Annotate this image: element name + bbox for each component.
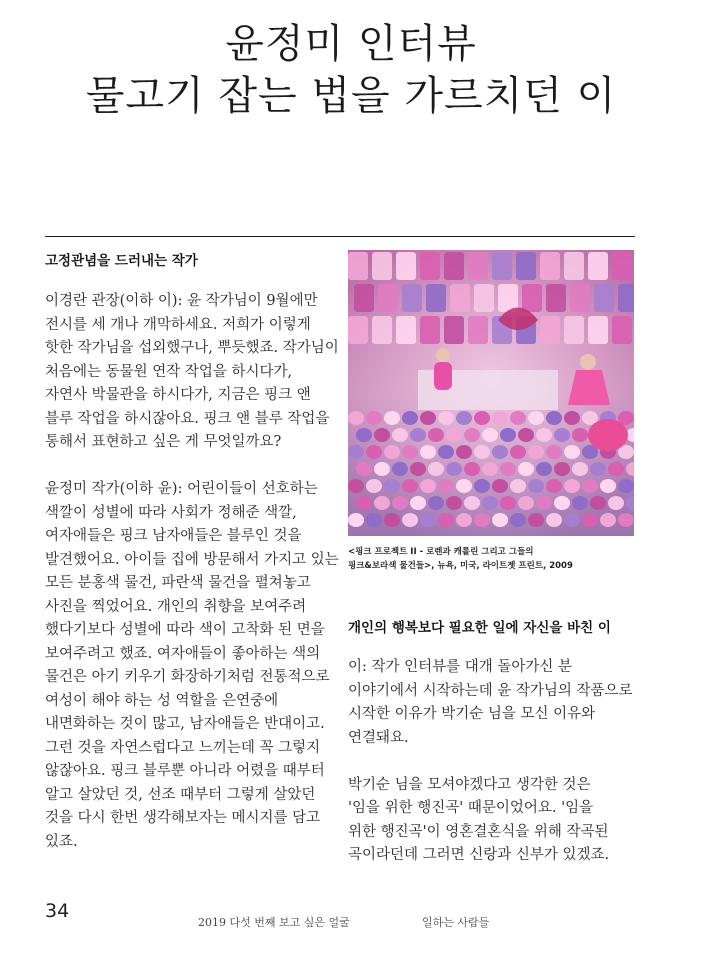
photo-pink-project (348, 250, 634, 536)
body-text-line: 알고 살았던 것, 선조 때부터 그렇게 살았던 (45, 786, 316, 803)
section2-heading: 개인의 행복보다 필요한 일에 자신을 바친 이 (348, 620, 611, 636)
title-line-1: 윤정미 인터뷰 (225, 21, 477, 67)
body-text-line: '임을 위한 행진곡' 때문이었어요. '임을 (348, 800, 594, 816)
body-text-line: 것을 다시 한번 생각해보자는 메시지를 담고 (45, 810, 321, 826)
body-text-line: 그런 것을 자연스럽다고 느끼는데 꼭 그렇지 (45, 739, 321, 756)
body-text-line: 이경란 관장(이하 이): 윤 작가님이 9월에만 (45, 293, 318, 309)
body-text-line: 연결돼요. (348, 729, 409, 746)
body-text-line: 모든 분홍색 물건, 파란색 물건을 펼쳐놓고 (45, 575, 311, 591)
section1-body (45, 290, 345, 854)
body-text-line: 여자애들은 핑크 남자애들은 블루인 것을 (45, 528, 302, 544)
body-text-line: 통해서 표현하고 싶은 게 무엇일까요? (45, 434, 282, 450)
body-text-line: 위한 행진곡'이 영혼결혼식을 위해 작곡된 (348, 823, 609, 840)
section2-body (348, 656, 638, 868)
body-text-line: 이야기에서 시작하는데 윤 작가님의 작품으로 (348, 682, 633, 699)
footer-section: 일하는 사람들 (422, 916, 490, 929)
body-text-line: 블루 작업을 하시잖아요. 핑크 앤 블루 작업을 (45, 410, 330, 427)
photo-caption-line-2: 핑크&보라색 물건들>, 뉴욕, 미국, 라이트젯 프린트, 2009 (348, 561, 573, 571)
body-text-line: 색깔이 성별에 따라 사회가 정해준 색깔, (45, 504, 297, 521)
photo-caption-line-1: <핑크 프로젝트 II - 로렌과 캐롤린 그리고 그들의 (348, 547, 534, 557)
body-text-line: 했다기보다 성별에 따라 색이 고착화 된 면을 (45, 622, 325, 638)
body-text-line: 발견했어요. 아이들 집에 방문해서 가지고 있는 (45, 551, 339, 568)
paragraph-gap (348, 750, 638, 774)
body-text-line: 전시를 세 개나 개막하세요. 저희가 이렇게 (45, 316, 311, 333)
body-text-line: 이: 작가 인터뷰를 대개 돌아가신 분 (348, 659, 573, 675)
footer-publication: 2019 다섯 번째 보고 싶은 얼굴 (198, 916, 350, 929)
body-text-line: 박기순 님을 모셔야겠다고 생각한 것은 (348, 776, 591, 793)
body-text-line: 여성이 해야 하는 성 역할을 은연중에 (45, 692, 279, 709)
body-text-line: 윤정미 작가(이하 윤): 어린이들이 선호하는 (45, 481, 318, 497)
divider-rule (45, 236, 635, 237)
body-text-line: 내면화하는 것이 많고, 남자애들은 반대이고. (45, 716, 325, 732)
body-text-line: 처음에는 동물원 연작 작업을 하시다가, (45, 363, 293, 380)
paragraph-gap (45, 455, 345, 479)
body-text-line: 물건은 아기 키우기 화장하기처럼 전통적으로 (45, 669, 330, 685)
title-line-2: 물고기 잡는 법을 가르치던 이 (85, 73, 617, 119)
body-text-line: 사진을 찍었어요. 개인의 취향을 보여주려 (45, 598, 307, 615)
page-number: 34 (45, 900, 70, 922)
body-text-line: 곡이라던데 그러면 신랑과 신부가 있겠죠. (348, 847, 610, 863)
body-text-line: 않잖아요. 핑크 블루뿐 아니라 어렸을 때부터 (45, 763, 325, 779)
body-text-line: 자연사 박물관을 하시다가, 지금은 핑크 앤 (45, 387, 311, 403)
section1-heading: 고정관념을 드러내는 작가 (45, 253, 198, 269)
body-text-line: 시작한 이유가 박기순 님을 모신 이유와 (348, 706, 596, 722)
body-text-line: 보여주려고 했죠. 여자애들이 좋아하는 색의 (45, 645, 321, 662)
body-text-line: 있죠. (45, 833, 78, 850)
body-text-line: 핫한 작가님을 섭외했구나, 뿌듯했죠. 작가님이 (45, 340, 339, 356)
